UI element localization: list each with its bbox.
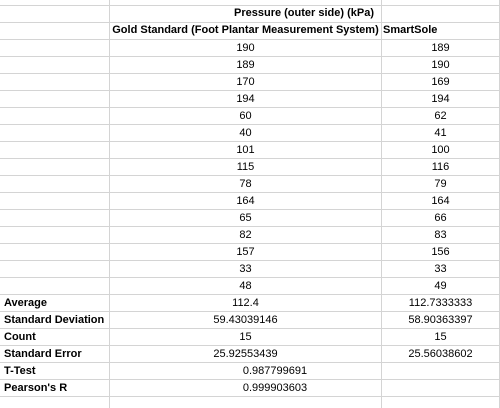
cell-smartsole-value[interactable]: 164 [431,195,450,207]
cell-gold-value[interactable]: 190 [236,42,255,54]
header-smartsole[interactable]: SmartSole [383,24,438,36]
cell-gold-value[interactable]: 170 [236,76,255,88]
cell-gold-value[interactable]: 82 [239,229,252,241]
cell-gold-value[interactable]: 65 [239,212,252,224]
stat-smartsole-value[interactable]: 15 [434,331,447,343]
cell-smartsole-value[interactable]: 194 [431,93,450,105]
summary-label[interactable]: T-Test [4,365,36,377]
cell-gold-value[interactable]: 40 [239,127,252,139]
cell-smartsole-value[interactable]: 190 [431,59,450,71]
summary-value[interactable]: 0.999903603 [242,382,308,394]
summary-value[interactable]: 0.987799691 [242,365,308,377]
cell-gold-value[interactable]: 48 [239,280,252,292]
stat-label[interactable]: Count [4,331,36,343]
cell-smartsole-value[interactable]: 156 [431,246,450,258]
stat-gold-value[interactable]: 25.92553439 [213,348,278,360]
stat-gold-value[interactable]: 112.4 [232,297,259,309]
cell-smartsole-value[interactable]: 116 [431,161,450,173]
stat-label[interactable]: Average [4,297,48,309]
cell-smartsole-value[interactable]: 33 [434,263,447,275]
cell-smartsole-value[interactable]: 79 [434,178,447,190]
stat-smartsole-value[interactable]: 25.56038602 [408,348,473,360]
cell-gold-value[interactable]: 164 [236,195,255,207]
stat-gold-value[interactable]: 15 [239,331,252,343]
cell-gold-value[interactable]: 115 [236,161,255,173]
cell-smartsole-value[interactable]: 62 [434,110,447,122]
stat-label[interactable]: Standard Deviation [4,314,105,326]
header-gold-standard[interactable]: Gold Standard (Foot Plantar Measurement System) [112,24,379,36]
cell-gold-value[interactable]: 60 [239,110,252,122]
stat-gold-value[interactable]: 59.43039146 [213,314,278,326]
cell-smartsole-value[interactable]: 49 [434,280,447,292]
summary-label[interactable]: Pearson's R [4,382,68,394]
cell-gold-value[interactable]: 157 [236,246,255,258]
cell-gold-value[interactable]: 189 [236,59,255,71]
stat-smartsole-value[interactable]: 112.7333333 [408,297,473,309]
cell-smartsole-value[interactable]: 100 [431,144,450,156]
cell-smartsole-value[interactable]: 169 [431,76,450,88]
cell-smartsole-value[interactable]: 66 [434,212,447,224]
table-title[interactable]: Pressure (outer side) (kPa) [234,7,374,19]
cell-smartsole-value[interactable]: 41 [434,127,447,139]
cell-gold-value[interactable]: 194 [236,93,255,105]
cell-gold-value[interactable]: 33 [239,263,252,275]
cell-gold-value[interactable]: 78 [239,178,252,190]
cell-gold-value[interactable]: 101 [236,144,255,156]
cell-smartsole-value[interactable]: 83 [434,229,447,241]
stat-label[interactable]: Standard Error [4,348,82,360]
stat-smartsole-value[interactable]: 58.90363397 [408,314,473,326]
cell-smartsole-value[interactable]: 189 [431,42,450,54]
